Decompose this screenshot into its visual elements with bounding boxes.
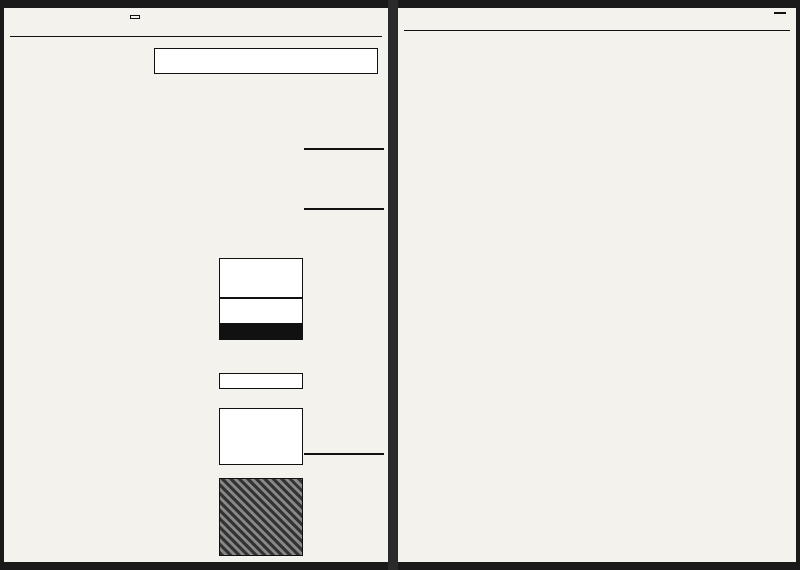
page-gutter bbox=[388, 0, 398, 570]
subhead-railway bbox=[304, 148, 384, 150]
subhead-column bbox=[304, 208, 384, 210]
article-column-4 bbox=[10, 38, 140, 558]
ad-hiring bbox=[219, 373, 303, 389]
article-column-1 bbox=[304, 78, 382, 408]
ad-glass bbox=[219, 258, 303, 298]
left-page-header bbox=[10, 14, 382, 37]
classifieds-brand bbox=[774, 12, 786, 14]
ad-tutoring bbox=[219, 298, 303, 324]
notice-box bbox=[219, 408, 303, 465]
article-column-3 bbox=[144, 38, 222, 538]
subhead-teachers bbox=[304, 453, 384, 455]
ad-photo-collage bbox=[219, 478, 303, 556]
right-page-header bbox=[404, 12, 790, 31]
right-page bbox=[398, 8, 796, 562]
ad-hall bbox=[219, 324, 303, 340]
section-title bbox=[130, 15, 140, 19]
left-page bbox=[4, 8, 388, 562]
article-column-2 bbox=[224, 78, 302, 228]
